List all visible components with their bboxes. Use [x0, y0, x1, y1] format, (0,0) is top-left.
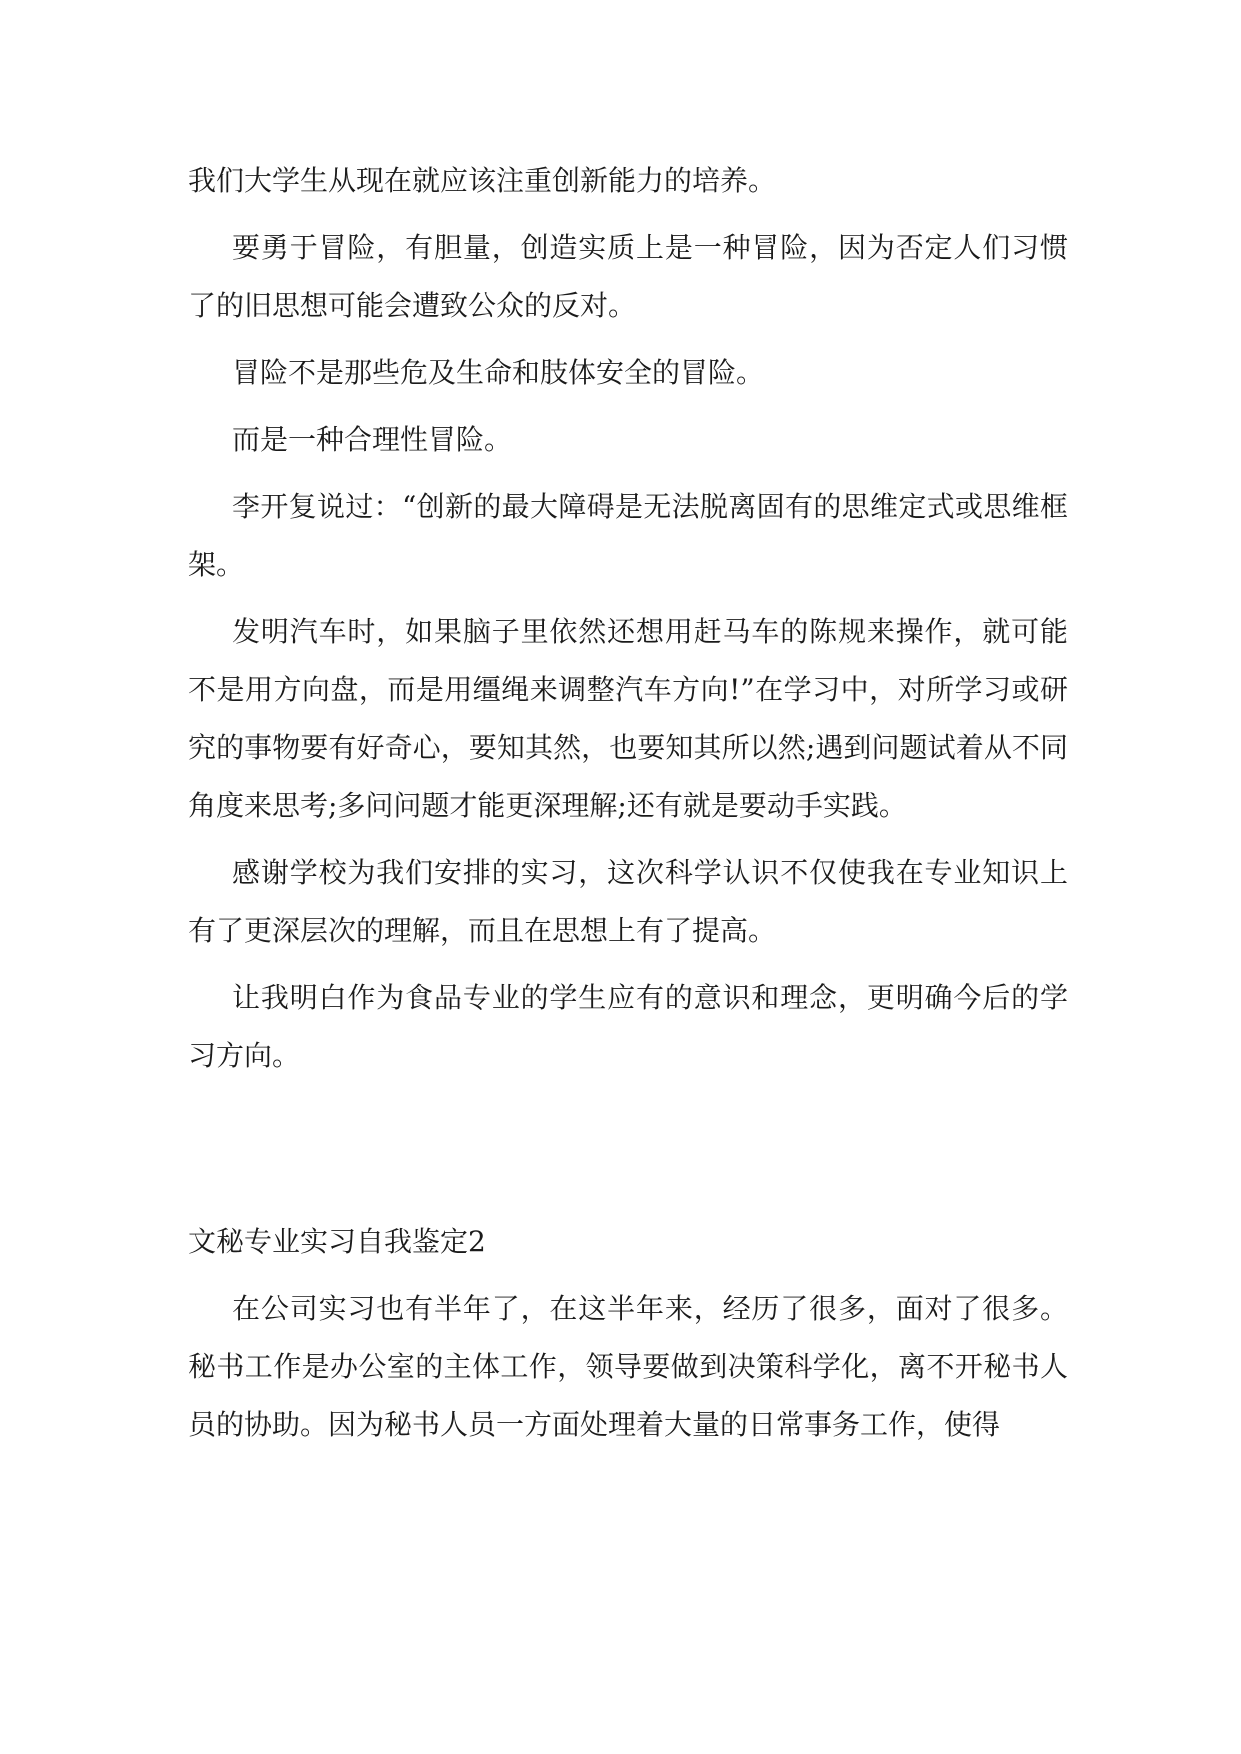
section-spacer: [188, 1094, 1068, 1213]
paragraph-9: 在公司实习也有半年了，在这半年来，经历了很多，面对了很多。秘书工作是办公室的主体工作，领导要做到决策科学化，离不开秘书人员的协助。因为秘书人员一方面处理着大量的日常事务工作，使得: [188, 1292, 1068, 1441]
document-body: [188, 152, 1068, 1463]
paragraph-3: 冒险不是那些危及生命和肢体安全的冒险。: [232, 356, 765, 389]
paragraph-7: 感谢学校为我们安排的实习，这次科学认识不仅使我在专业知识上有了更深层次的理解，而且在思想上有了提高。: [188, 856, 1068, 947]
paragraph-1: 我们大学生从现在就应该注重创新能力的培养。: [188, 164, 777, 197]
paragraph-4: 而是一种合理性冒险。: [232, 423, 513, 456]
section-title: 文秘专业实习自我鉴定2: [188, 1225, 486, 1258]
paragraph-8: 让我明白作为食品专业的学生应有的意识和理念，更明确今后的学习方向。: [188, 981, 1068, 1072]
paragraph-5: 李开复说过：“创新的最大障碍是无法脱离固有的思维定式或思维框架。: [188, 490, 1068, 581]
paragraph-2: 要勇于冒险，有胆量，创造实质上是一种冒险，因为否定人们习惯了的旧思想可能会遭致公众的反对。: [188, 231, 1068, 322]
paragraph-6: 发明汽车时，如果脑子里依然还想用赶马车的陈规来操作，就可能不是用方向盘，而是用缰绳来调整汽车方向!”在学习中，对所学习或研究的事物要有好奇心，要知其然，也要知其所以然;遇到问题试着从不同角度来思考;多问问题才能更深理解;还有就是要动手实践。: [188, 615, 1068, 822]
